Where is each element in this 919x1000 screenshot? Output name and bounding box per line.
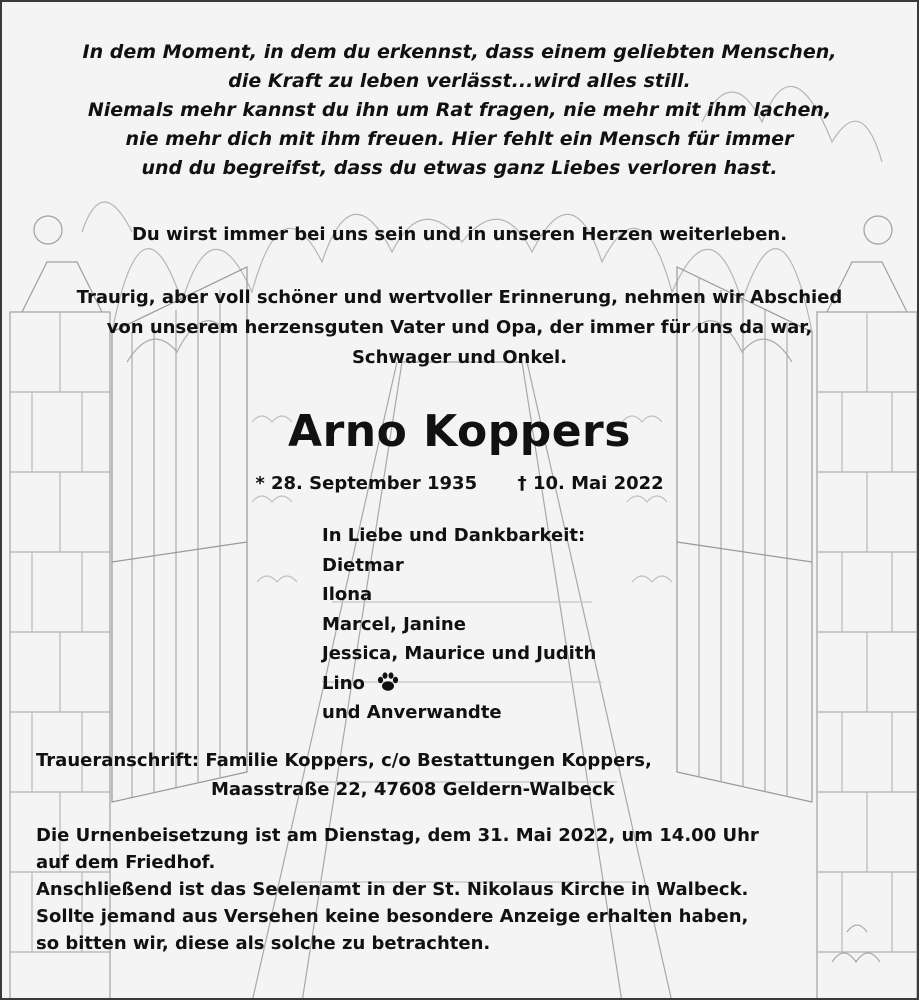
deceased-name: Arno Koppers	[288, 406, 631, 457]
details-line: Sollte jemand aus Versehen keine besondere Anzeige erhalten haben,	[36, 906, 749, 927]
death-date: † 10. Mai 2022	[517, 473, 664, 494]
intro-line: Traurig, aber voll schöner und wertvoller Erinnerung, nehmen wir Abschied	[76, 287, 843, 308]
mourner-name: Lino	[322, 672, 365, 694]
address-line-2: Maasstraße 22, 47608 Geldern-Walbeck	[211, 779, 615, 800]
details-line: Die Urnenbeisetzung ist am Dienstag, dem 31. Mai 2022, um 14.00 Uhr	[36, 825, 759, 846]
mourners-closing: und Anverwandte	[322, 702, 502, 723]
mourner-pet-row	[322, 669, 596, 699]
mourners-heading: In Liebe und Dankbarkeit:	[322, 525, 586, 546]
poem-line: und du begreifst, dass du etwas ganz Liebes verloren hast.	[141, 157, 778, 179]
poem-line: nie mehr dich mit ihm freuen. Hier fehlt ein Mensch für immer	[125, 128, 794, 150]
intro-line: Schwager und Onkel.	[351, 347, 568, 368]
birth-date: * 28. September 1935	[255, 473, 478, 494]
intro-line: von unserem herzensguten Vater und Opa, der immer für uns da war,	[106, 317, 813, 338]
mourning-intro	[32, 283, 887, 373]
mourner-name: Dietmar	[322, 554, 404, 576]
paw-print-icon	[377, 672, 399, 692]
funeral-details	[36, 822, 876, 957]
mourning-address	[36, 746, 652, 804]
opening-poem	[42, 38, 877, 183]
address-line-1: Traueranschrift: Familie Koppers, c/o Bestattungen Koppers,	[36, 750, 652, 771]
poem-line: die Kraft zu leben verlässt...wird alles still.	[228, 70, 691, 92]
life-dates	[2, 470, 917, 498]
poem-line: Niemals mehr kannst du ihn um Rat fragen, nie mehr mit ihm lachen,	[87, 99, 832, 121]
mourner-name: Ilona	[322, 584, 373, 605]
poem-line: In dem Moment, in dem du erkennst, dass einem geliebten Menschen,	[82, 41, 837, 63]
details-line: auf dem Friedhof.	[36, 852, 216, 873]
farewell-line: Du wirst immer bei uns sein und in unseren Herzen weiterleben.	[131, 224, 788, 245]
mourners-list	[322, 521, 596, 728]
details-line: Anschließend ist das Seelenamt in der St. Nikolaus Kirche in Walbeck.	[36, 879, 749, 900]
mourner-name: Jessica, Maurice und Judith	[322, 643, 597, 664]
details-line: so bitten wir, diese als solche zu betrachten.	[36, 933, 491, 954]
mourner-name: Marcel, Janine	[322, 613, 466, 635]
